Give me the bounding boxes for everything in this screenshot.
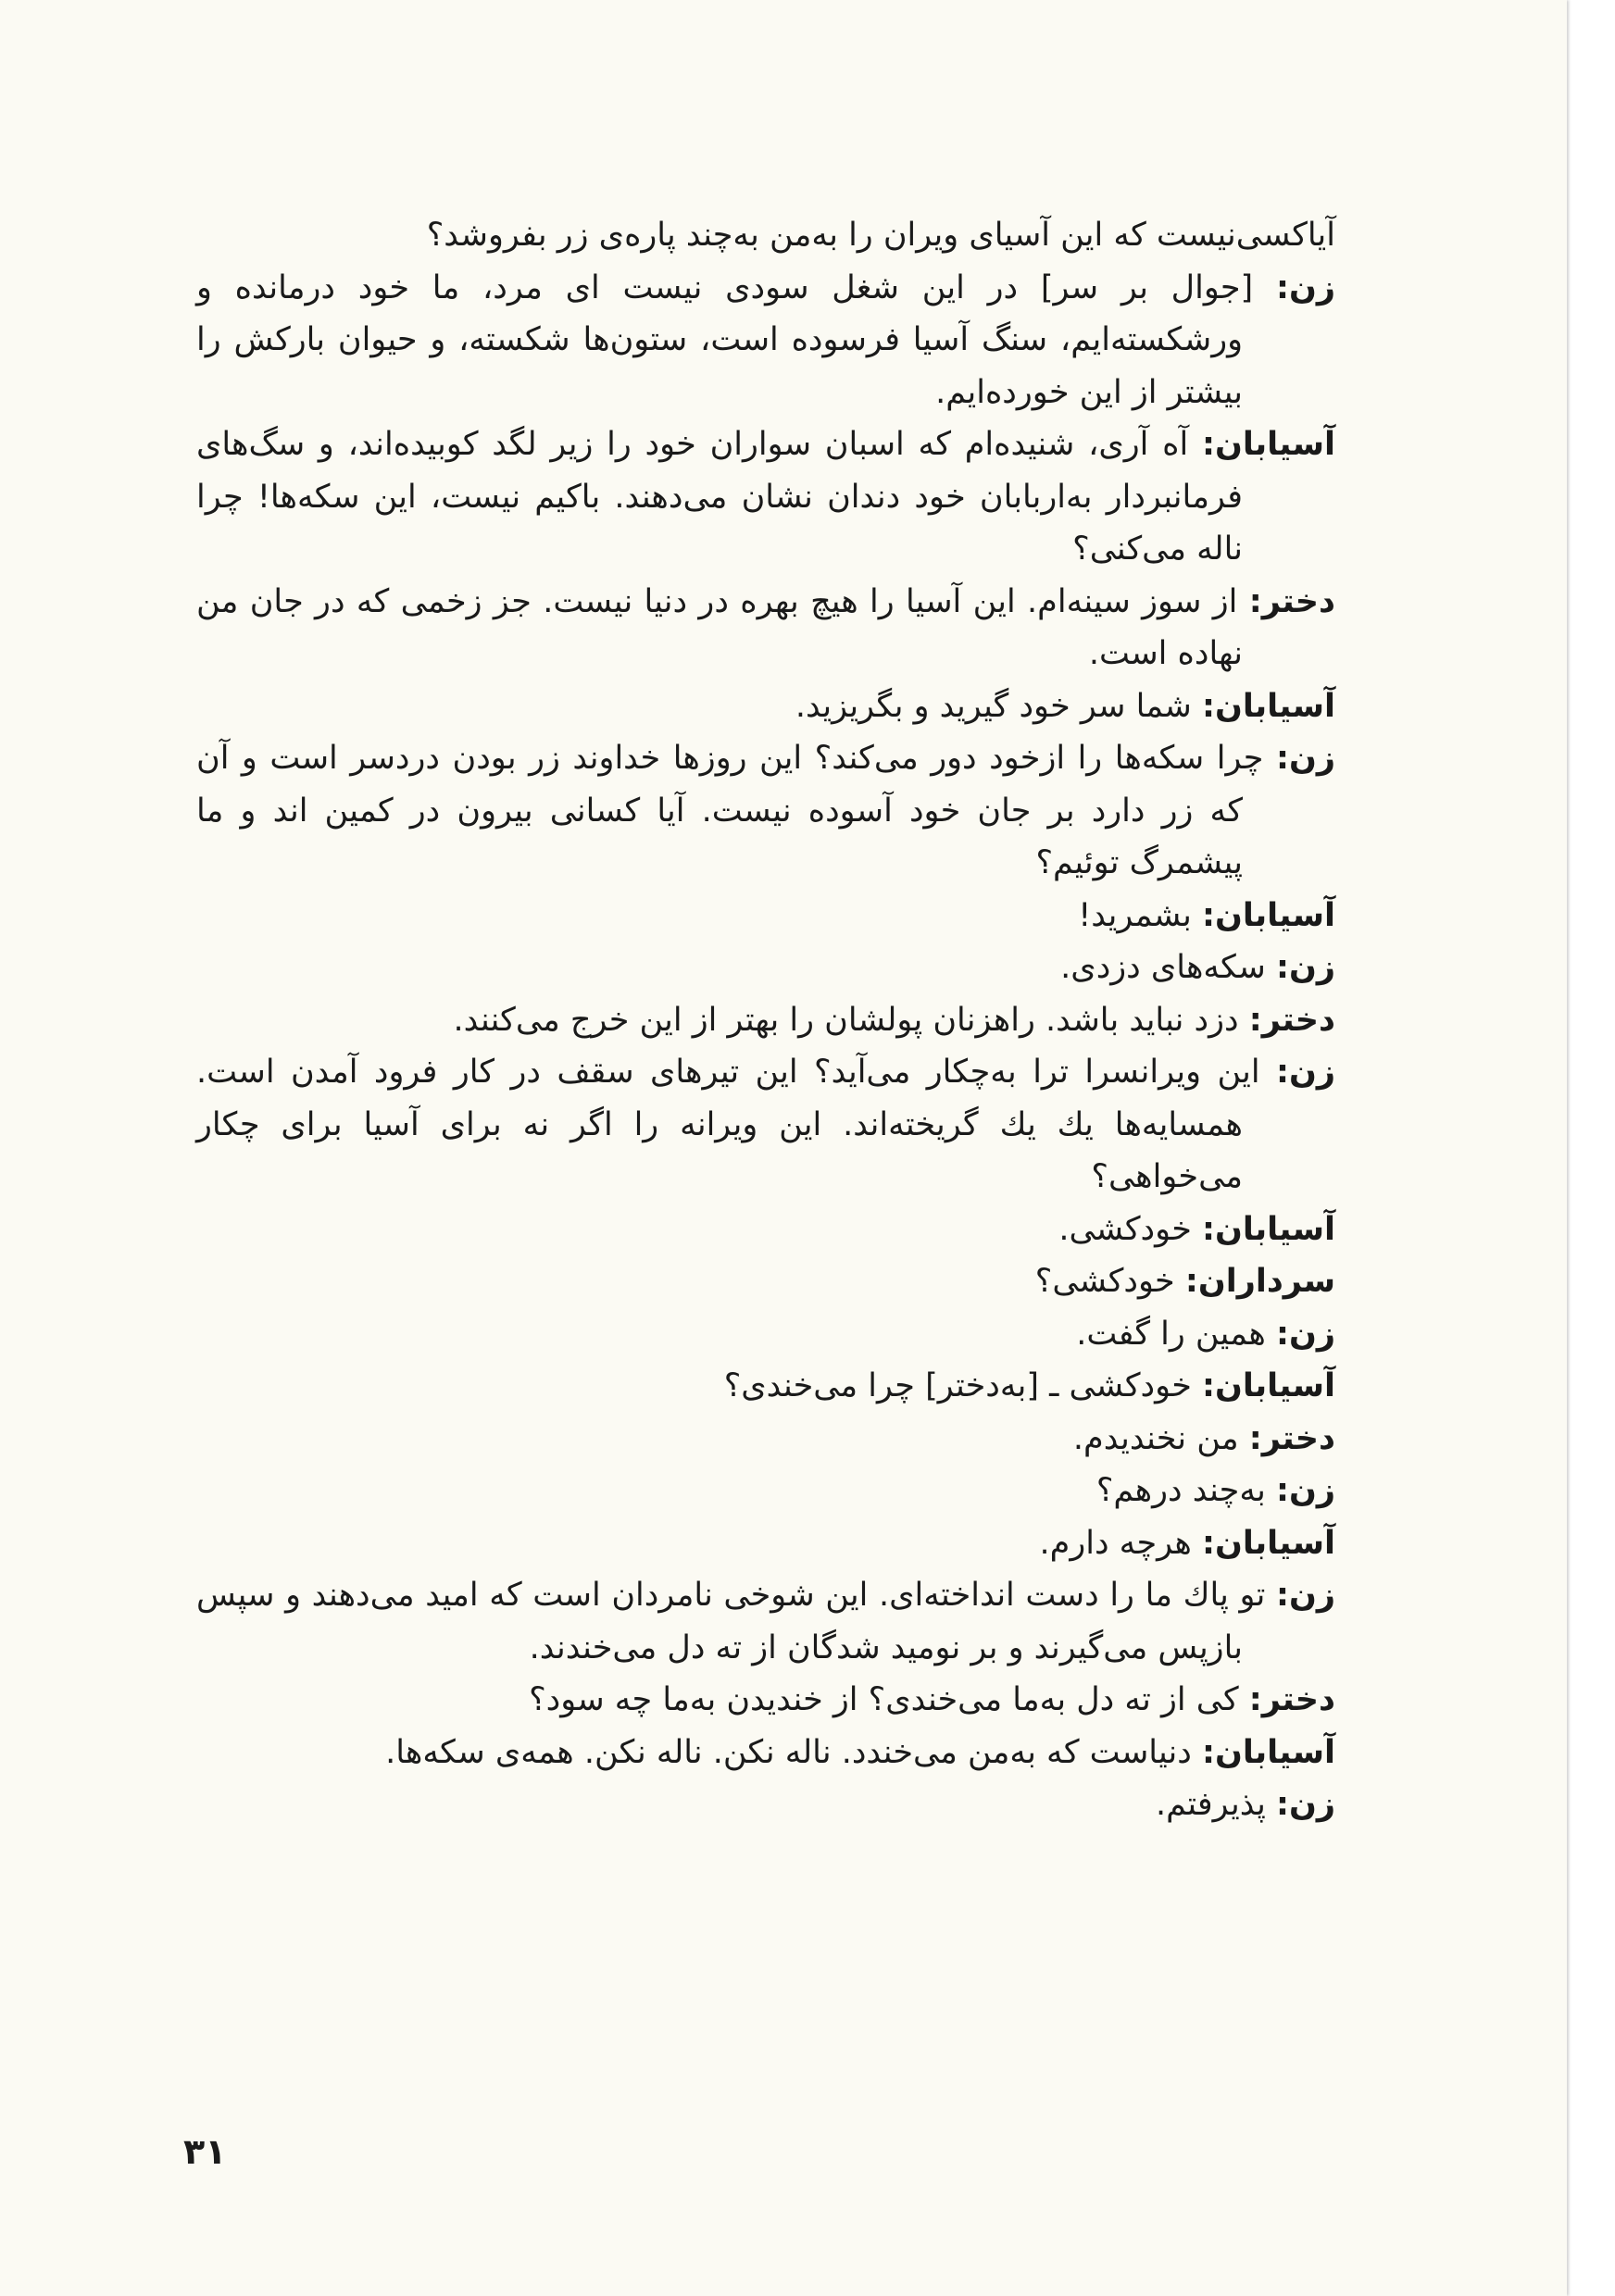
speaker-name: زن: bbox=[1275, 1472, 1335, 1509]
speaker-name: آسیابان: bbox=[1202, 1524, 1335, 1562]
speech-text: این ویرانسرا ترا به‌چکار می‌آید؟ این تیرهای سقف در کار فرود آمدن است. همسایه‌ها یك یك گریخته‌اند. این ویرانه را اگر نه برای آسیا برای چکار می‌خواهی؟ bbox=[196, 1054, 1260, 1195]
speech-text: من نخندیدم. bbox=[1072, 1419, 1239, 1457]
dialogue-line bbox=[196, 890, 1335, 942]
speech-text: آه آری، شنیده‌ام که اسبان سواران خود را زیر لگد کوبیده‌اند، و سگ‌های فرمانبردار به‌اربابان خود دندان نشان می‌دهند. باکیم نیست، این سکه‌ها! چرا ناله می‌کنی؟ bbox=[196, 426, 1243, 568]
speaker-name: زن: bbox=[1275, 740, 1335, 777]
speech-text: همین را گفت. bbox=[1076, 1315, 1266, 1353]
dialogue-line bbox=[196, 994, 1335, 1047]
speech-text: شما سر خود گیرید و بگریزید. bbox=[795, 687, 1192, 725]
speech-text: به‌چند درهم؟ bbox=[1095, 1472, 1266, 1509]
dialogue-line bbox=[196, 1308, 1335, 1361]
dialogue-line bbox=[196, 1204, 1335, 1256]
dialogue-text bbox=[196, 209, 1335, 1831]
dialogue-line bbox=[196, 1360, 1335, 1413]
speech-text: دزد نباید باشد. راهزنان پولشان را بهتر از این خرج می‌کنند. bbox=[453, 1001, 1239, 1039]
speaker-name: دختر: bbox=[1248, 1419, 1335, 1457]
dialogue-line bbox=[196, 262, 1335, 419]
speaker-name: زن: bbox=[1275, 1786, 1335, 1823]
speaker-name: زن: bbox=[1275, 1315, 1335, 1353]
speech-text: [جوال بر سر] در این شغل سودی نیست ای مرد، ما خود درمانده و ورشکسته‌ایم، سنگ آسیا فرسوده است، ستون‌ها شکسته، و حیوان بارکش را بیشتر از این خورده‌ایم. bbox=[196, 268, 1254, 411]
speech-text: خودکشی ـ [به‌دختر] چرا می‌خندی؟ bbox=[723, 1367, 1192, 1404]
dialogue-line bbox=[196, 1413, 1335, 1466]
speech-text: دنیاست که به‌من می‌خندد. ناله نکن. ناله نکن. همه‌ی سکه‌ها. bbox=[385, 1733, 1192, 1771]
speech-text: از سوز سینه‌ام. این آسیا را هیچ بهره در دنیا نیست. جز زخمی که در جان من نهاده است. bbox=[196, 582, 1243, 672]
dialogue-line bbox=[196, 1727, 1335, 1779]
speech-text: کی از ته دل به‌ما می‌خندی؟ از خندیدن به‌ما چه سود؟ bbox=[529, 1681, 1239, 1718]
speaker-name: زن: bbox=[1275, 268, 1335, 306]
speaker-name: دختر: bbox=[1248, 582, 1335, 620]
dialogue-line bbox=[196, 1569, 1335, 1674]
dialogue-line bbox=[196, 1778, 1335, 1831]
page-number: ۳۱ bbox=[183, 2131, 227, 2172]
dialogue-line bbox=[196, 1674, 1335, 1727]
dialogue-line bbox=[196, 209, 1335, 262]
speaker-name: آسیابان: bbox=[1202, 687, 1335, 725]
speaker-name: آسیابان: bbox=[1202, 1733, 1335, 1771]
dialogue-line bbox=[196, 732, 1335, 890]
dialogue-line bbox=[196, 680, 1335, 733]
speech-text: آیاکسی‌نیست که این آسیای ویران را به‌من به‌چند پاره‌ی زر بفروشد؟ bbox=[426, 217, 1335, 254]
speaker-name: آسیابان: bbox=[1202, 1367, 1335, 1404]
speaker-name: زن: bbox=[1275, 1577, 1335, 1614]
speech-text: سکه‌های دزدی. bbox=[1060, 949, 1266, 986]
speaker-name: آسیابان: bbox=[1202, 426, 1335, 463]
speech-text: تو پاك ما را دست انداخته‌ای. این شوخی نامردان است که امید می‌دهند و سپس بازپس می‌گیرند و بر نومید شدگان از ته دل می‌خندند. bbox=[196, 1577, 1266, 1666]
dialogue-line bbox=[196, 1255, 1335, 1308]
dialogue-line bbox=[196, 1465, 1335, 1517]
dialogue-line bbox=[196, 942, 1335, 994]
speaker-name: آسیابان: bbox=[1202, 896, 1335, 934]
speech-text: خودکشی. bbox=[1058, 1210, 1192, 1248]
speaker-name: آسیابان: bbox=[1202, 1210, 1335, 1248]
speech-text: بشمرید! bbox=[1078, 896, 1192, 934]
dialogue-line bbox=[196, 576, 1335, 680]
speaker-name: زن: bbox=[1275, 1054, 1335, 1091]
dialogue-line bbox=[196, 1517, 1335, 1570]
speaker-name: دختر: bbox=[1248, 1681, 1335, 1718]
speech-text: پذیرفتم. bbox=[1155, 1786, 1266, 1823]
speech-text: خودکشی؟ bbox=[1034, 1263, 1175, 1300]
dialogue-line bbox=[196, 418, 1335, 576]
speech-text: چرا سکه‌ها را ازخود دور می‌کند؟ این روزها خداوند زر بودن دردسر است و آن که زر دارد بر جان خود آسوده نیست. آیا کسانی بیرون در کمین اند و ما پیشمرگ توئیم؟ bbox=[196, 740, 1264, 881]
speech-text: هرچه دارم. bbox=[1039, 1524, 1192, 1562]
speaker-name: سرداران: bbox=[1184, 1263, 1335, 1300]
speaker-name: زن: bbox=[1275, 949, 1335, 986]
dialogue-line bbox=[196, 1046, 1335, 1204]
speaker-name: دختر: bbox=[1248, 1001, 1335, 1039]
